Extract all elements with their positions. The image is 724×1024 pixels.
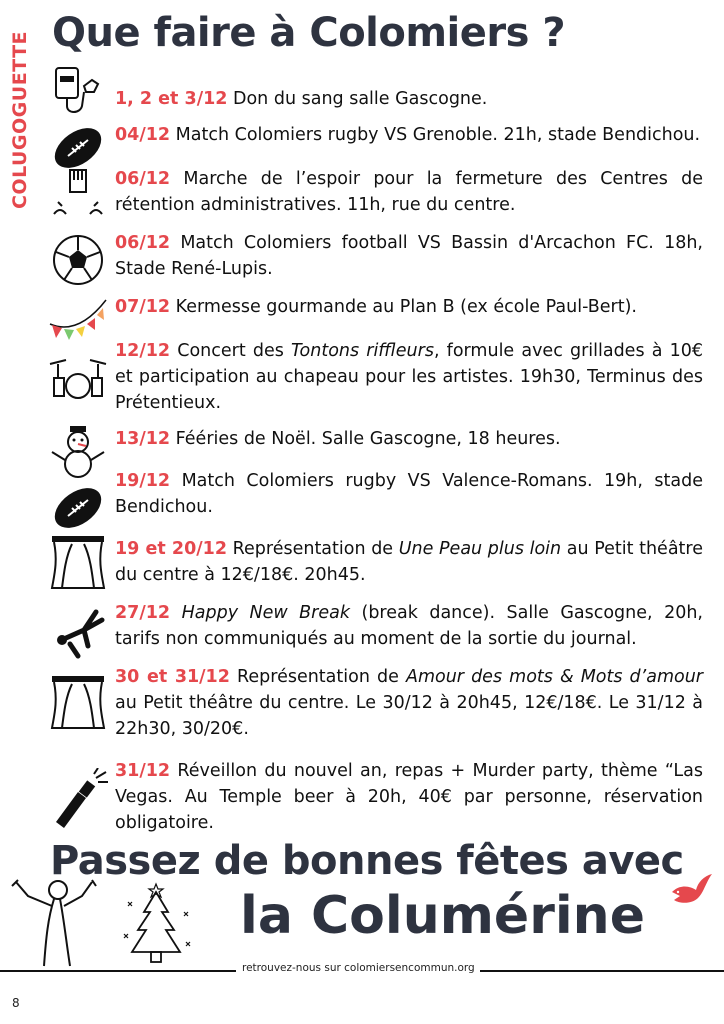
- event-text: Réveillon du nouvel an, repas + Murder party, thème “Las Vegas. Au Temple beer à 20h, 40€ par personne, réservation obligatoire.: [115, 761, 703, 833]
- champagne-bottle-icon: [48, 768, 108, 828]
- event-description: [115, 122, 703, 148]
- event-text: Kermesse gourmande au Plan B (ex école Paul-Bert).: [170, 297, 637, 317]
- blood-donation-icon: [48, 62, 108, 122]
- event-date: 07/12: [115, 297, 171, 317]
- event-title-italic: Une Peau plus loin: [398, 539, 562, 559]
- drum-kit-icon: [48, 348, 108, 408]
- event-description: [115, 758, 703, 836]
- event-date: 19 et 20/12: [115, 539, 228, 559]
- page-title: Que faire à Colomiers ?: [52, 10, 566, 56]
- page-number: 8: [12, 996, 20, 1010]
- event-date: 06/12: [115, 233, 171, 253]
- event-text: Match Colomiers rugby VS Valence-Romans. 19h, stade Bendichou.: [115, 471, 703, 517]
- event-text: au Petit théâtre du centre à 12€/18€. 20h45.: [115, 539, 703, 585]
- event-text: Marche de l’espoir pour la fermeture des Centres de rétention administratives. 11h, rue du centre.: [115, 169, 703, 215]
- event-date: 13/12: [115, 429, 171, 449]
- bunting-icon: [48, 288, 108, 348]
- event-text: au Petit théâtre du centre. Le 30/12 à 20h45, 12€/18€. Le 31/12 à 22h30, 30/20€.: [115, 693, 703, 739]
- event-text: Match Colomiers rugby VS Grenoble. 21h, stade Bendichou.: [170, 125, 701, 145]
- event-text: Représentation de: [227, 539, 399, 559]
- event-date: 30 et 31/12: [115, 667, 230, 687]
- event-title-italic: Happy New Break: [181, 603, 351, 623]
- event-date: 31/12: [115, 761, 171, 781]
- divider-left: [0, 970, 236, 972]
- event-text: Don du sang salle Gascogne.: [227, 89, 488, 109]
- footer-brand: la Columérine: [240, 886, 645, 946]
- event-date: 1, 2 et 3/12: [115, 89, 228, 109]
- theater-curtain-icon: [48, 532, 108, 592]
- event-date: 27/12: [115, 603, 171, 623]
- event-date: 12/12: [115, 341, 171, 361]
- event-text: (break dance). Salle Gascogne, 20h, tarifs non communiqués au moment de la sortie du journal.: [115, 603, 703, 649]
- event-description: [115, 294, 703, 320]
- event-date: 04/12: [115, 125, 171, 145]
- event-text: , formule avec grillades à 10€ et participation au chapeau pour les artistes. 19h30, Terminus des Prétentieux.: [115, 341, 703, 413]
- website-link[interactable]: retrouvez-nous sur colomiersencommun.org: [242, 962, 475, 974]
- event-title-italic: Amour des mots & Mots d’amour: [405, 667, 703, 687]
- event-date: 06/12: [115, 169, 171, 189]
- event-description: [115, 468, 703, 520]
- event-description: [115, 338, 703, 416]
- event-description: [115, 536, 703, 588]
- event-title-italic: Tontons riffleurs: [291, 341, 434, 361]
- breakdancer-icon: [48, 600, 108, 660]
- footer-greeting: Passez de bonnes fêtes avec: [50, 838, 684, 884]
- theater-curtain-icon: [48, 672, 108, 732]
- rugby-ball-icon: [48, 478, 108, 538]
- raised-fist-icon: [48, 162, 108, 222]
- event-description: [115, 600, 703, 652]
- divider-right: [480, 970, 724, 972]
- christmas-tree-icon: [118, 882, 194, 968]
- event-description: [115, 426, 703, 452]
- event-description: [115, 230, 703, 282]
- event-text: Fééries de Noël. Salle Gascogne, 18 heures.: [170, 429, 561, 449]
- event-description: [115, 166, 703, 218]
- event-text: Match Colomiers football VS Bassin d'Arcachon FC. 18h, Stade René-Lupis.: [115, 233, 703, 279]
- soccer-ball-icon: [48, 230, 108, 290]
- snowman-icon: [48, 420, 108, 480]
- event-description: [115, 664, 703, 742]
- event-text: [170, 603, 181, 623]
- event-date: 19/12: [115, 471, 171, 491]
- event-text: Concert des: [170, 341, 291, 361]
- event-description: [115, 86, 703, 112]
- side-label-text: COLUGOGUETTE: [9, 30, 31, 210]
- event-text: Représentation de: [229, 667, 406, 687]
